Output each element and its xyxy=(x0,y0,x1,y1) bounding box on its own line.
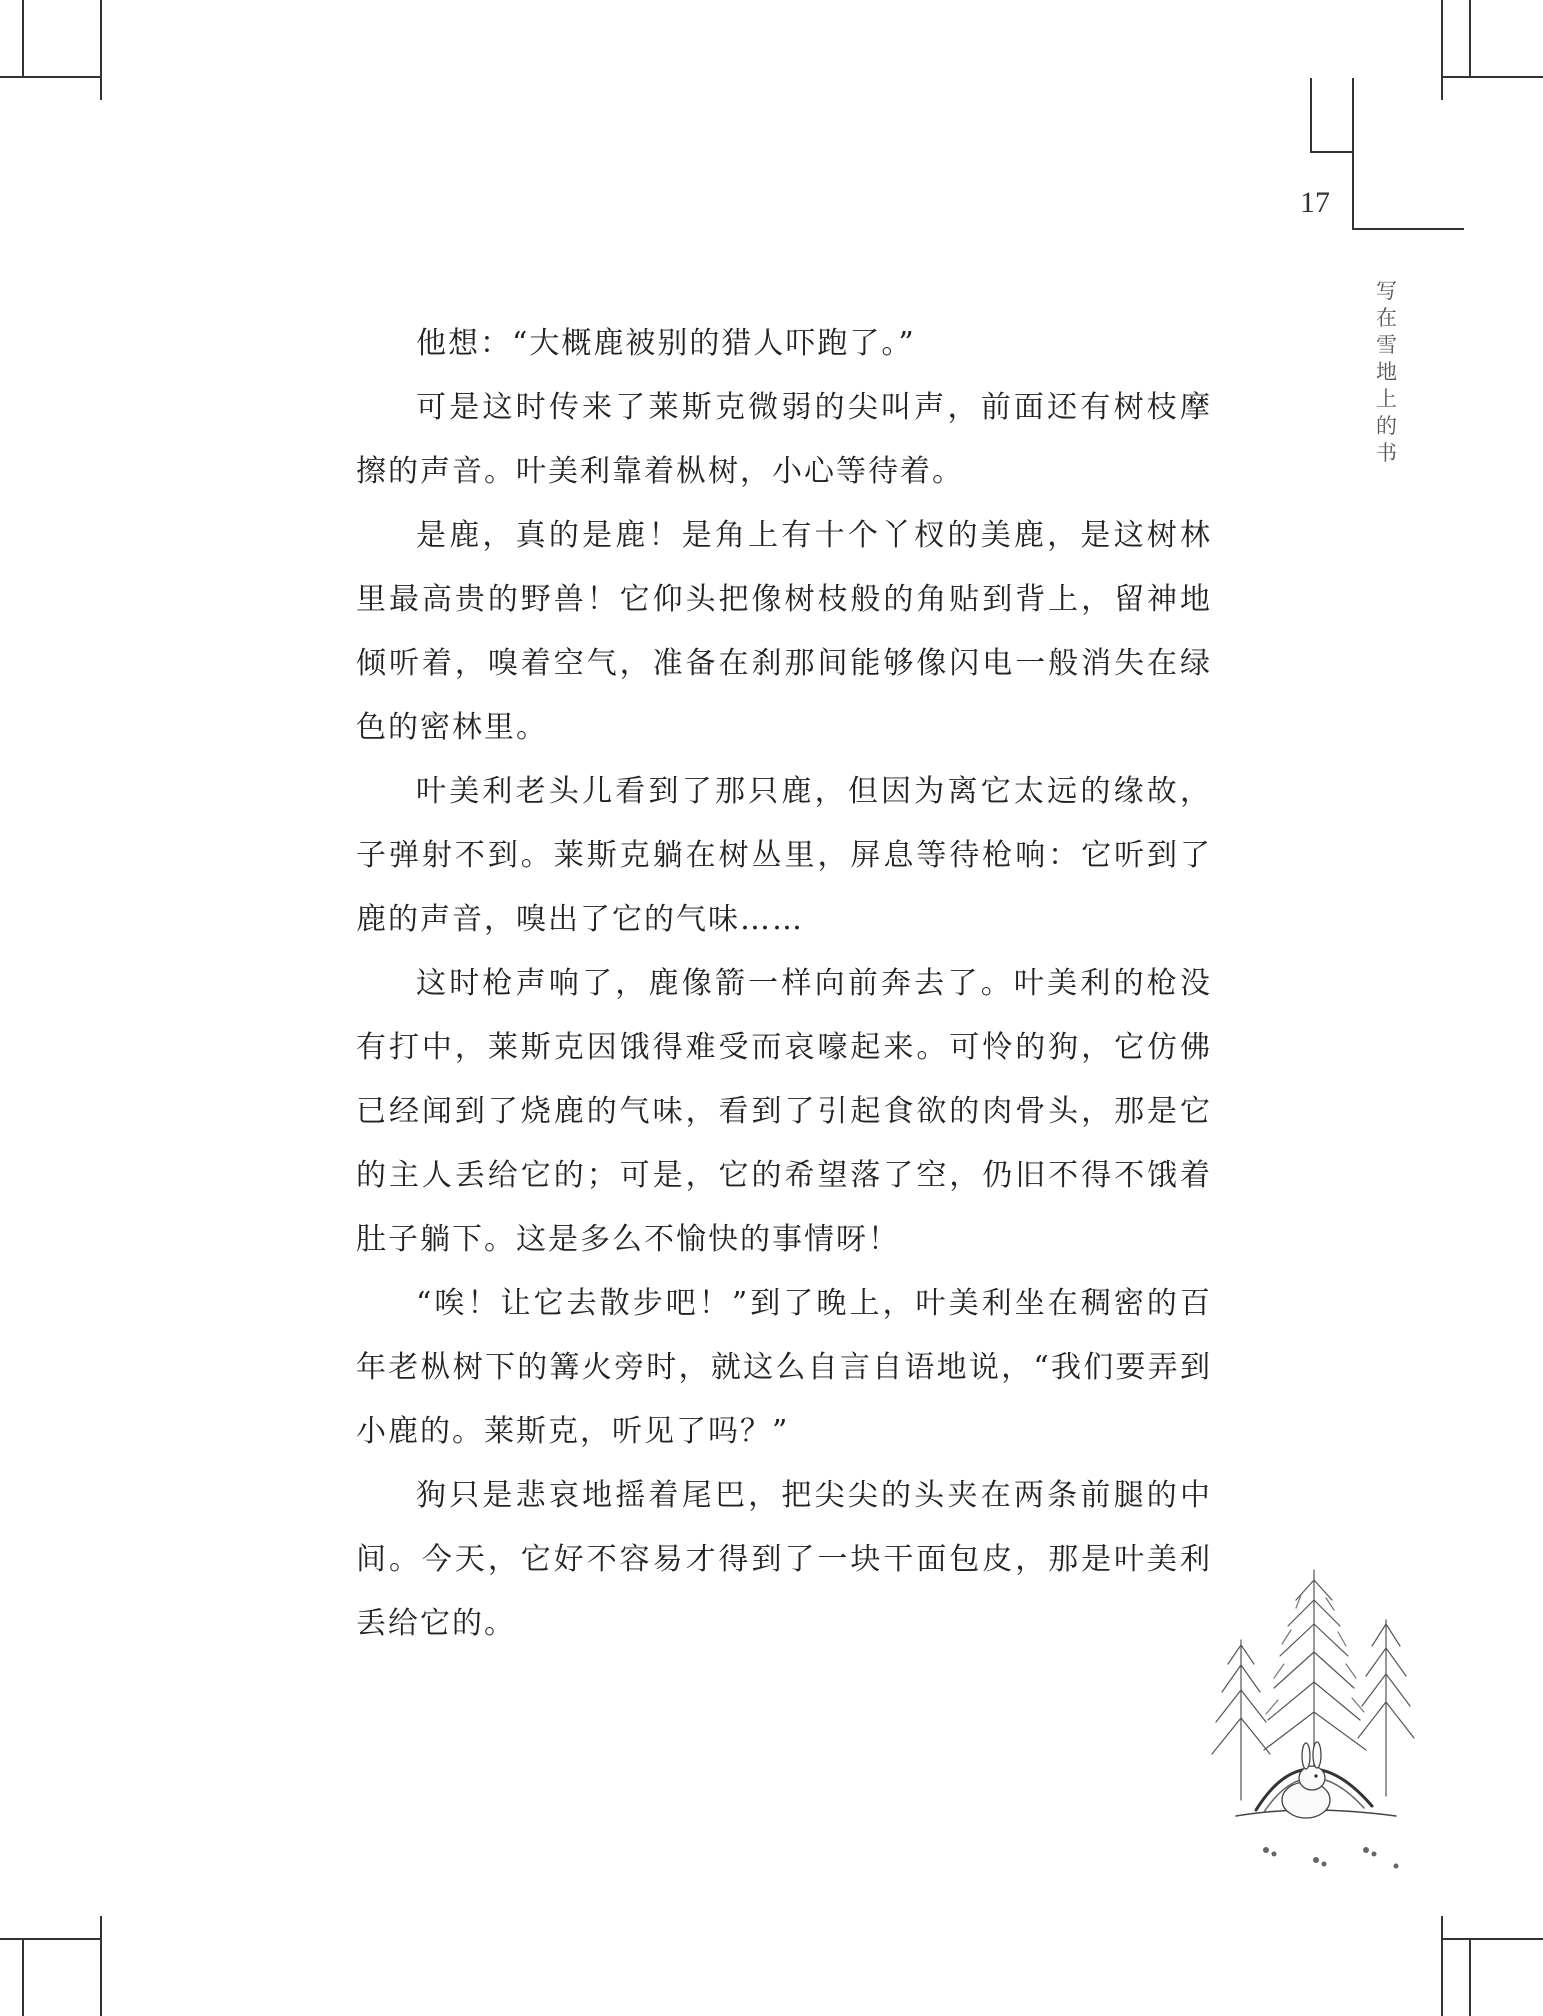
crop-mark xyxy=(1469,0,1471,76)
paragraph: “唉！让它去散步吧！”到了晚上，叶美利坐在稠密的百年老枞树下的篝火旁时，就这么自言自语地说，“我们要弄到小鹿的。莱斯克，听见了吗？” xyxy=(356,1286,1212,1449)
crop-mark xyxy=(0,76,100,78)
paragraph: 是鹿，真的是鹿！是角上有十个丫杈的美鹿，是这树林里最高贵的野兽！它仰头把像树枝般的角贴到背上，留神地倾听着，嗅着空气，准备在刹那间能够像闪电一般消失在绿色的密林里。 xyxy=(356,518,1212,745)
crop-mark xyxy=(1469,1940,1471,2016)
paragraph: 狗只是悲哀地摇着尾巴，把尖尖的头夹在两条前腿的中间。今天，它好不容易才得到了一块干面包皮，那是叶美利丢给它的。 xyxy=(356,1478,1212,1641)
header-rule xyxy=(1310,78,1312,153)
running-title: 写在雪地上的书 xyxy=(1376,279,1397,465)
crop-mark xyxy=(0,1938,100,1940)
paragraph: 可是这时传来了莱斯克微弱的尖叫声，前面还有树枝摩擦的声音。叶美利靠着枞树，小心等待着。 xyxy=(356,390,1212,489)
crop-mark xyxy=(1443,1938,1543,1940)
paragraph: 他想：“大概鹿被别的猎人吓跑了。” xyxy=(416,326,916,361)
crop-mark xyxy=(1443,76,1543,78)
header-rule xyxy=(1352,228,1464,230)
crop-mark xyxy=(1441,1916,1443,2016)
crop-mark xyxy=(1441,0,1443,100)
crop-mark xyxy=(100,1916,102,2016)
page-number: 17 xyxy=(1300,186,1330,219)
crop-mark xyxy=(22,0,24,76)
paragraph: 叶美利老头儿看到了那只鹿，但因为离它太远的缘故，子弹射不到。莱斯克躺在树丛里，屏息等待枪响：它听到了鹿的声音，嗅出了它的气味…… xyxy=(356,774,1212,937)
rabbit-under-fir-trees-sketch-icon xyxy=(1196,1560,1426,1890)
body-text xyxy=(356,312,1212,1656)
paragraph: 这时枪声响了，鹿像箭一样向前奔去了。叶美利的枪没有打中，莱斯克因饿得难受而哀嚎起来。可怜的狗，它仿佛已经闻到了烧鹿的气味，看到了引起食欲的肉骨头，那是它的主人丢给它的；可是，它的希望落了空，仍旧不得不饿着肚子躺下。这是多么不愉快的事情呀！ xyxy=(356,966,1212,1257)
header-rule xyxy=(1352,78,1354,230)
crop-mark xyxy=(100,0,102,100)
crop-mark xyxy=(22,1940,24,2016)
header-rule xyxy=(1310,151,1352,153)
